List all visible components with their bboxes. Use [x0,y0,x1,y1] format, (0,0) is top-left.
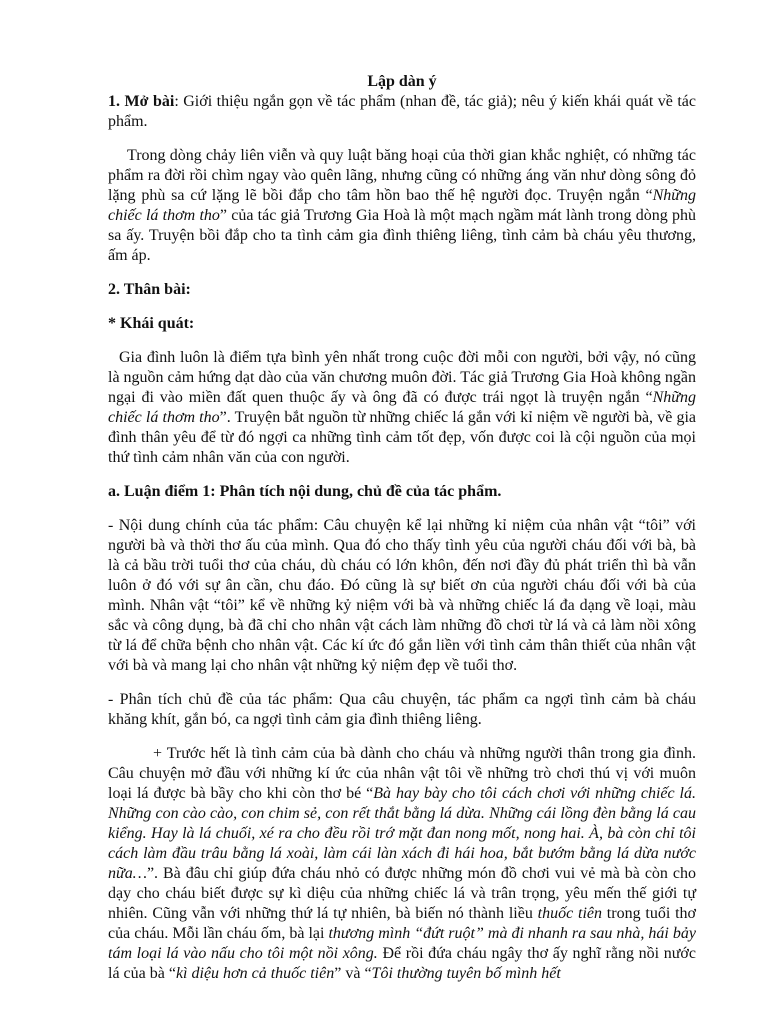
truoc-het-quote: Bà hay bày cho tôi cách chơi với những chiếc lá. Những con cào cào, con chim sẻ, con rết thắt bằng lá dừa. Những cái lồng đèn bằng lá cau kiểng. Hay là lá chuối, xé ra cho đều rồi trớ mặt đan nong mốt, nong hai. À, bà còn chỉ tôi cách làm đầu trâu bằng lá xoài, làm cái làn xách đi hái hoa, bắt bướm bằng lá dừa nước nữa… [108,785,697,882]
mo-bai-work-title: Những chiếc lá thơm tho [108,187,696,224]
thuong-minh-phrase: thương mình “đứt ruột” mà đi nhanh ra sau nhà, hái bảy tám loại lá vào nấu cho tôi một nồi xông. [108,925,696,962]
truoc-het-text-4: Để rồi đứa cháu ngây thơ ấy nghĩ rằng nồi nước lá của bà “ [108,945,696,982]
truoc-het-text-1: + Trước hết là tình cảm của bà dành cho cháu và những người thân trong gia đình. Câu chuyện mở đầu với những kí ức của nhân vật tôi về những trò chơi thú vị với muôn loại lá được bà bầy cho khi còn thơ bé “ [108,745,696,802]
chu-de-paragraph: - Phân tích chủ đề của tác phẩm: Qua câu chuyện, tác phẩm ca ngợi tình cảm bà cháu khăng khít, gắn bó, ca ngợi tình cảm gia đình thiêng liêng. [108,691,696,728]
khai-quat-body [108,348,696,468]
khai-quat-heading: * Khái quát: [108,315,195,332]
noi-dung-paragraph: - Nội dung chính của tác phẩm: Câu chuyện kể lại những kỉ niệm của nhân vật “tôi” với người bà và thời thơ ấu của mình. Qua đó cho thấy tình yêu của người cháu đối với bà, bà là cả bầu trời tuổi thơ của cháu, dù cháu có lớn khôn, đến nơi đầy đủ phát triển thì bà vẫn luôn ở đó với sự ân cần, chu đáo. Đó cũng là sự biết ơn của người cháu đối với bà của mình. Nhân vật “tôi” kể về những kỷ niệm với bà và những chiếc lá đa dạng về loại, màu sắc và công dụng, bà đã chỉ cho nhân vật cách làm những đồ chơi từ lá và cả làm nồi xông từ lá để chữa bệnh cho nhân vật. Các kí ức đó gắn liền với tình cảm thân thiết của nhân vật với bà và mang lại cho nhân vật những kỷ niệm đẹp về tuổi thơ. [108,517,696,674]
ki-dieu-phrase: kì diệu hơn cả thuốc tiên [175,965,335,982]
document-title: Lập dàn ý [367,73,437,90]
mo-bai-body-text-1: Trong dòng chảy liên viễn và quy luật băng hoại của thời gian khắc nghiệt, có những tác phẩm ra đời rồi chìm ngay vào quên lãng, nhưng cũng có những áng văn như dòng sông đỏ lặng phù sa cứ lặng lẽ bồi đắp cho tâm hồn bao thế hệ người đọc. Truyện ngắn “ [108,147,696,204]
mo-bai-heading: 1. Mở bài [108,93,175,110]
mo-bai-body-text-2: ” của tác giả Trương Gia Hoà là một mạch ngầm mát lành trong dòng phù sa ấy. Truyện bồi đắp cho ta tình cảm gia đình thiêng liêng, tình cảm bà cháu yêu thương, ấm áp. [108,207,696,264]
luan-diem-1-heading: a. Luận điểm 1: Phân tích nội dung, chủ đề của tác phẩm. [108,483,502,500]
truoc-het-text-3: trong tuổi thơ của cháu. Mỗi lần cháu ốm, bà lại [108,905,696,942]
truoc-het-paragraph [108,744,696,984]
than-bai-heading: 2. Thân bài: [108,281,191,298]
khai-quat-text-1: Gia đình luôn là điểm tựa bình yên nhất trong cuộc đời mỗi con người, bởi vậy, nó cũng là nguồn cảm hứng dạt dào của văn chương muôn đời. Tác giả Trương Gia Hoà không ngần ngại đi vào miền đất quen thuộc ấy và ông đã có được trái ngọt là truyện ngắn “ [108,349,696,406]
truoc-het-text-2: ”. Bà đâu chỉ giúp đứa cháu nhỏ có được những món đồ chơi vui vẻ mà bà còn cho dạy cho cháu biết được sự kì diệu của những chiếc lá và trân trọng, yêu mến thế giới tự nhiên. Cũng vẫn với những thứ lá tự nhiên, bà biến nó thành liều [108,865,696,922]
khai-quat-text-2: ”. Truyện bắt nguồn từ những chiếc lá gắn với kỉ niệm về người bà, về gia đình thân yêu để từ đó ngợi ca những tình cảm tốt đẹp, vốn được coi là cội nguồn của mọi thứ tình cảm nhân văn của con người. [108,409,696,466]
mo-bai-intro: : Giới thiệu ngắn gọn về tác phẩm (nhan đề, tác giả); nêu ý kiến khái quát về tác phẩm. [108,93,697,130]
thuoc-tien-phrase: thuốc tiên [537,905,602,922]
mo-bai-paragraph [108,92,696,132]
truoc-het-text-5: ” và “ [334,965,372,982]
toi-thuong-phrase: Tôi thường tuyên bố mình hết [371,965,561,982]
khai-quat-work-title: Những chiếc lá thơm tho [108,389,696,426]
mo-bai-body [108,146,696,266]
